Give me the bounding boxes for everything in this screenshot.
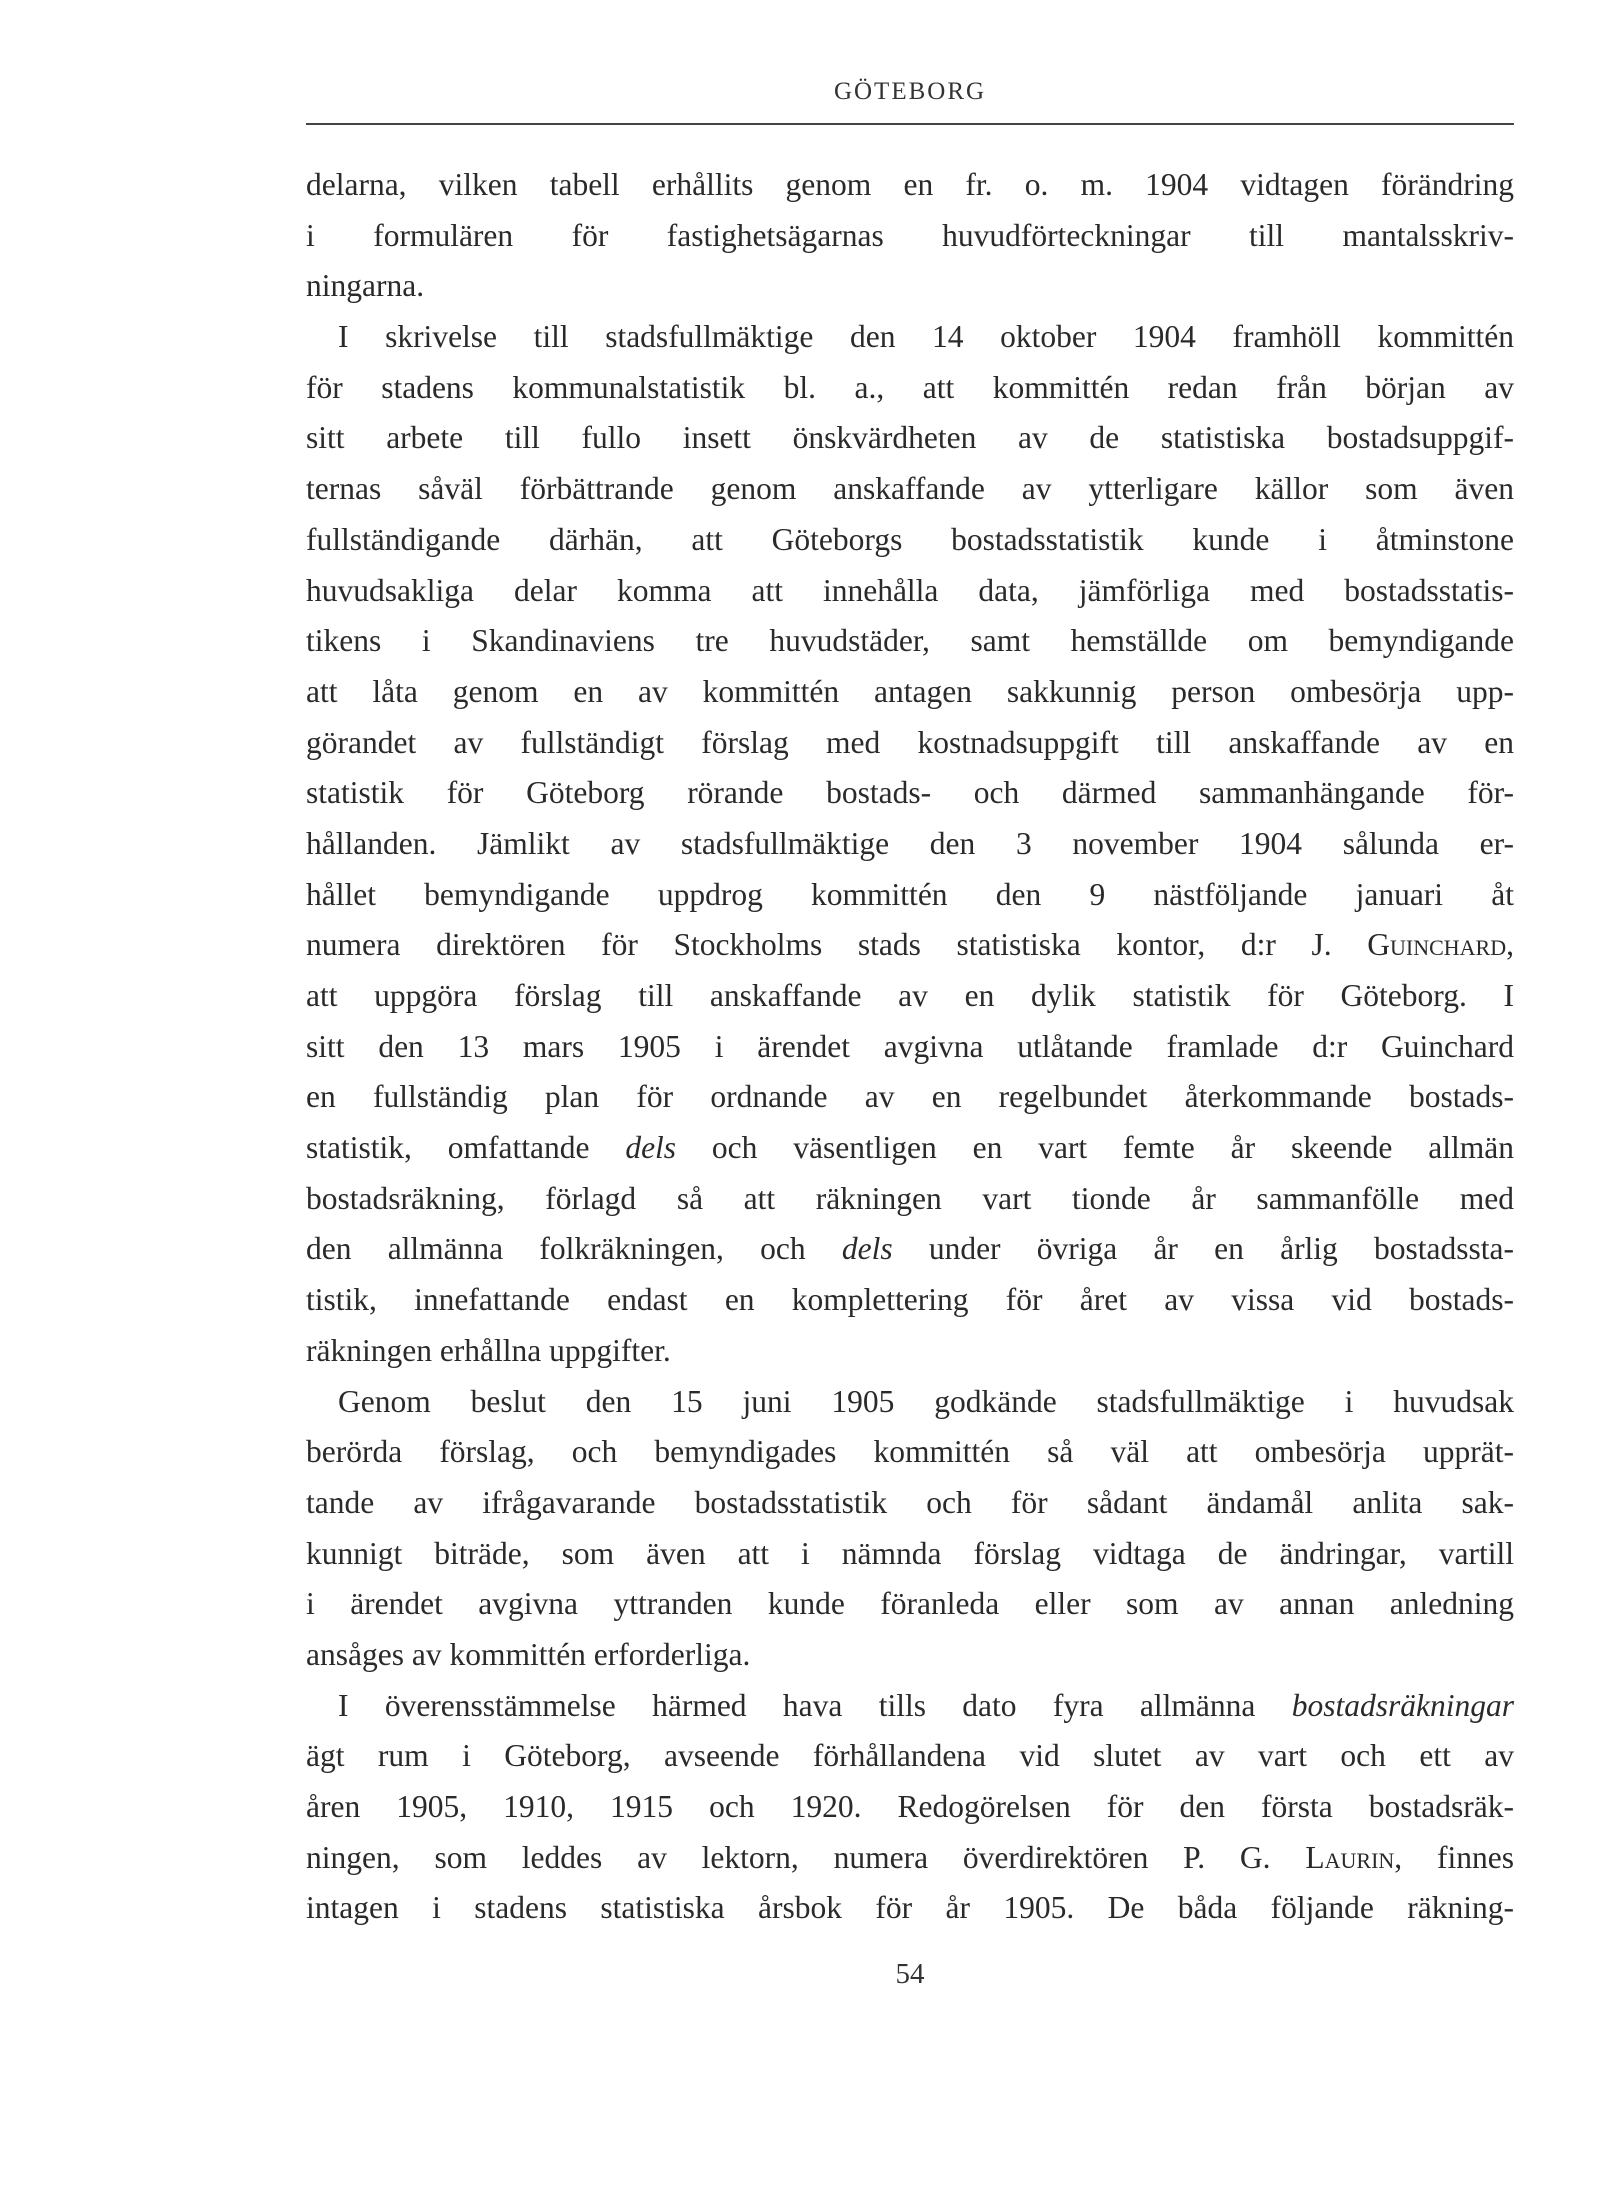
- text-line: [306, 667, 1514, 718]
- line-text: sitt arbete till fullo insett önskvärdheten av de statistiska bostadsuppgif-: [306, 420, 1514, 456]
- text-line: [306, 1681, 1514, 1732]
- line-text: statistik för Göteborg rörande bostads- och därmed sammanhängande för-: [306, 775, 1514, 811]
- text-line: [306, 1326, 1514, 1377]
- text-line: [306, 312, 1514, 363]
- text-line: [306, 1072, 1514, 1123]
- text-line: [306, 211, 1514, 262]
- text-line: [306, 566, 1514, 617]
- line-text: ägt rum i Göteborg, avseende förhållandena vid slutet av vart och ett av: [306, 1738, 1514, 1774]
- text-line: [306, 971, 1514, 1022]
- line-text: för stadens kommunalstatistik bl. a., att kommittén redan från början av: [306, 369, 1514, 405]
- text-line: [306, 515, 1514, 566]
- line-text: intagen i stadens statistiska årsbok för år 1905. De båda följande räkning-: [306, 1890, 1514, 1926]
- text-line: [306, 1883, 1514, 1934]
- line-text: hållet bemyndigande uppdrog kommittén den 9 nästföljande januari åt: [306, 876, 1514, 912]
- text-line: [306, 1782, 1514, 1833]
- text-line: [306, 870, 1514, 921]
- text-line: [306, 413, 1514, 464]
- text-line: [306, 1529, 1514, 1580]
- line-text: fullständigande därhän, att Göteborgs bostadsstatistik kunde i åtminstone: [306, 521, 1514, 557]
- text-line: [306, 1427, 1514, 1478]
- line-text: åren 1905, 1910, 1915 och 1920. Redogörelsen för den första bostadsräk-: [306, 1789, 1514, 1824]
- text-line: [306, 1022, 1514, 1073]
- line-text: ,: [1506, 927, 1514, 963]
- text-line: [306, 1833, 1514, 1884]
- line-text: under övriga år en årlig bostadssta-: [892, 1231, 1515, 1267]
- text-line: [306, 160, 1514, 211]
- line-text: ternas såväl förbättrande genom anskaffande av ytterligare källor som även: [306, 471, 1514, 507]
- line-text: delarna, vilken tabell erhållits genom en fr. o. m. 1904 vidtagen förändring: [306, 167, 1514, 202]
- small-caps-name: Laurin: [1305, 1839, 1395, 1875]
- line-text: I överensstämmelse härmed hava tills dato fyra allmänna: [338, 1687, 1292, 1723]
- text-line: [306, 464, 1514, 515]
- line-text: statistik, omfattande: [306, 1130, 626, 1166]
- text-line: [306, 363, 1514, 414]
- text-line: [306, 1174, 1514, 1225]
- line-text: att låta genom en av kommittén antagen sakkunnig person ombesörja upp-: [306, 673, 1514, 709]
- running-header: GÖTEBORG: [833, 78, 987, 105]
- line-text: en fullständig plan för ordnande av en regelbundet återkommande bostads-: [306, 1079, 1514, 1115]
- line-text: räkningen erhållna uppgifter.: [306, 1332, 671, 1368]
- body-text: [306, 160, 1514, 1934]
- text-line: [306, 1275, 1514, 1326]
- text-line: [306, 616, 1514, 667]
- line-text: den allmänna folkräkningen, och: [306, 1231, 842, 1267]
- text-line: [306, 718, 1514, 769]
- line-text: tande av ifrågavarande bostadsstatistik och för sådant ändamål anlita sak-: [306, 1484, 1514, 1520]
- text-line: [306, 819, 1514, 870]
- text-line: [306, 1377, 1514, 1428]
- italic-text: dels: [625, 1130, 677, 1166]
- text-line: [306, 768, 1514, 819]
- line-text: att uppgöra förslag till anskaffande av en dylik statistik för Göteborg. I: [306, 978, 1514, 1013]
- line-text: ningarna.: [306, 268, 425, 304]
- italic-text: dels: [841, 1231, 893, 1267]
- line-text: i ärendet avgivna yttranden kunde föranleda eller som av annan anledning: [306, 1586, 1514, 1622]
- line-text: tikens i Skandinaviens tre huvudstäder, samt hemställde om bemyndigande: [306, 623, 1514, 659]
- line-text: hållanden. Jämlikt av stadsfullmäktige den 3 november 1904 sålunda er-: [306, 825, 1514, 861]
- text-line: [306, 1123, 1514, 1174]
- line-text: Genom beslut den 15 juni 1905 godkände stadsfullmäktige i huvudsak: [338, 1383, 1514, 1419]
- header-rule: [306, 123, 1514, 125]
- text-line: [306, 261, 1514, 312]
- line-text: ningen, som leddes av lektorn, numera överdirektören P. G.: [306, 1839, 1306, 1875]
- italic-text: bostadsräkningar: [1291, 1687, 1514, 1723]
- text-line: [306, 1224, 1514, 1275]
- text-line: [306, 920, 1514, 971]
- line-text: huvudsakliga delar komma att innehålla data, jämförliga med bostadsstatis-: [306, 572, 1514, 608]
- line-text: numera direktören för Stockholms stads statistiska kontor, d:r J.: [306, 927, 1368, 963]
- line-text: sitt den 13 mars 1905 i ärendet avgivna utlåtande framlade d:r Guinchard: [306, 1028, 1514, 1064]
- line-text: ansåges av kommittén erforderliga.: [306, 1636, 751, 1672]
- text-line: [306, 1731, 1514, 1782]
- text-line: [306, 1579, 1514, 1630]
- text-line: [306, 1630, 1514, 1681]
- line-text: , finnes: [1394, 1839, 1514, 1875]
- line-text: i formulären för fastighetsägarnas huvudförteckningar till mantalsskriv-: [306, 217, 1514, 253]
- line-text: och väsentligen en vart femte år skeende allmän: [676, 1130, 1514, 1166]
- text-line: [306, 1478, 1514, 1529]
- line-text: bostadsräkning, förlagd så att räkningen vart tionde år sammanfölle med: [306, 1180, 1514, 1216]
- line-text: berörda förslag, och bemyndigades kommittén så väl att ombesörja upprät-: [306, 1434, 1514, 1470]
- page-number: 54: [895, 1958, 925, 1990]
- line-text: kunnigt biträde, som även att i nämnda förslag vidtaga de ändringar, vartill: [306, 1535, 1514, 1571]
- line-text: tistik, innefattande endast en komplettering för året av vissa vid bostads-: [306, 1282, 1514, 1318]
- small-caps-name: Guinchard: [1367, 927, 1507, 963]
- line-text: görandet av fullständigt förslag med kostnadsuppgift till anskaffande av en: [306, 724, 1514, 760]
- line-text: I skrivelse till stadsfullmäktige den 14 oktober 1904 framhöll kommittén: [338, 319, 1514, 355]
